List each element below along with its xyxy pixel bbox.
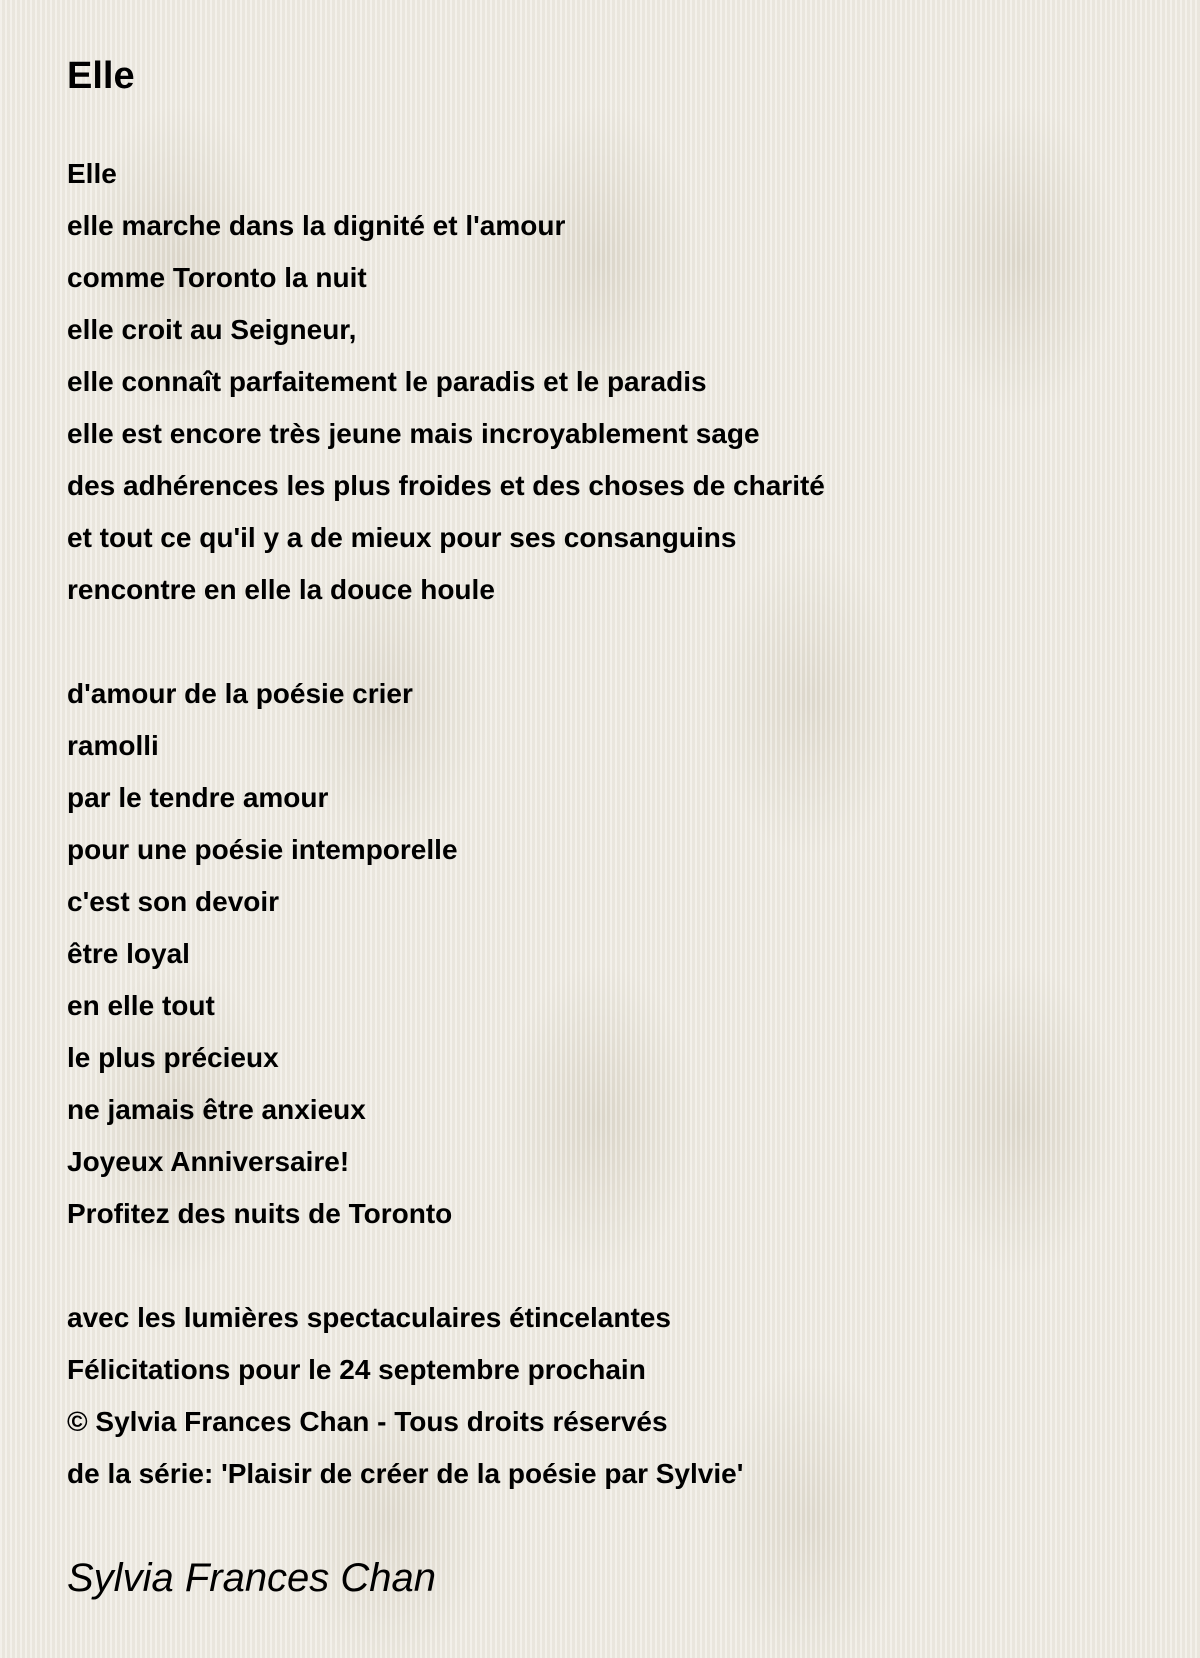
poem-line: rencontre en elle la douce houle	[67, 574, 495, 605]
poem-line: ramolli	[67, 730, 159, 761]
poem-line: d'amour de la poésie crier	[67, 678, 413, 709]
poem-line: avec les lumières spectaculaires étincelantes	[67, 1302, 671, 1333]
poem-line: Joyeux Anniversaire!	[67, 1146, 350, 1177]
poem-line: c'est son devoir	[67, 886, 280, 917]
poem-line: elle marche dans la dignité et l'amour	[67, 210, 566, 241]
poem-line: par le tendre amour	[67, 782, 329, 813]
poem-line: ne jamais être anxieux	[67, 1094, 366, 1125]
poem-line: elle est encore très jeune mais incroyablement sage	[67, 418, 760, 449]
poem-line: pour une poésie intemporelle	[67, 834, 458, 865]
poem-line: et tout ce qu'il y a de mieux pour ses consanguins	[67, 522, 737, 553]
poem-page	[67, 50, 1147, 1604]
poem-line: Elle	[67, 158, 117, 189]
poem-line: des adhérences les plus froides et des choses de charité	[67, 470, 825, 501]
poem-line: en elle tout	[67, 990, 215, 1021]
poem-line: elle croit au Seigneur,	[67, 314, 357, 345]
poem-line: être loyal	[67, 938, 190, 969]
poem-line: elle connaît parfaitement le paradis et le paradis	[67, 366, 707, 397]
poem-body	[67, 148, 1147, 1500]
stanza-3	[67, 1292, 1147, 1500]
author-signature: Sylvia Frances Chan	[67, 1556, 437, 1600]
poem-line: comme Toronto la nuit	[67, 262, 367, 293]
poem-line: Félicitations pour le 24 septembre prochain	[67, 1354, 646, 1385]
series-line: de la série: 'Plaisir de créer de la poésie par Sylvie'	[67, 1458, 744, 1489]
poem-line: le plus précieux	[67, 1042, 279, 1073]
poem-line: Profitez des nuits de Toronto	[67, 1198, 453, 1229]
poem-title: Elle	[67, 55, 135, 97]
stanza-2	[67, 668, 1147, 1240]
copyright-line: © Sylvia Frances Chan - Tous droits réservés	[67, 1406, 668, 1437]
stanza-1	[67, 148, 1147, 616]
